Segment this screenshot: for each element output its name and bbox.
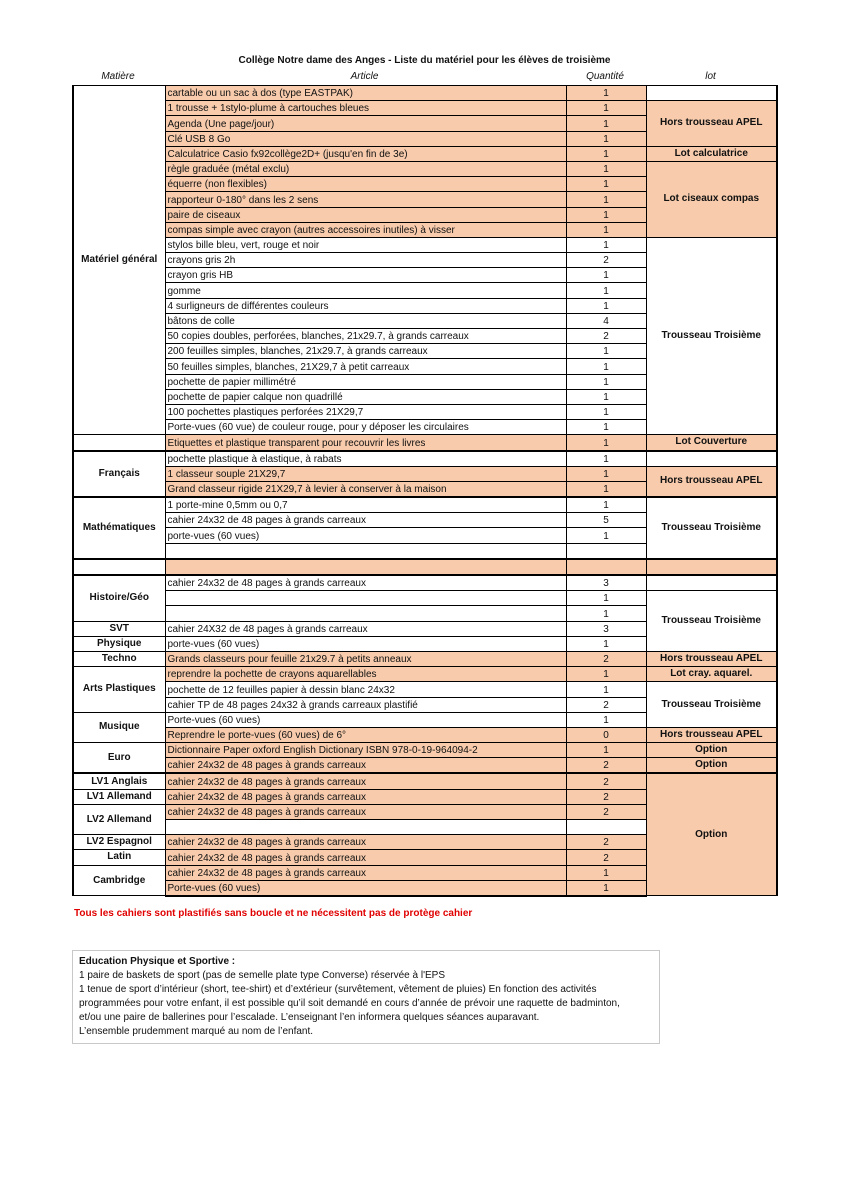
article-cell: stylos bille bleu, vert, rouge et noir — [165, 237, 566, 252]
table-row — [73, 682, 777, 697]
article-cell: cartable ou un sac à dos (type EASTPAK) — [165, 86, 566, 101]
lot-cell — [646, 575, 777, 591]
quantity-cell: 1 — [566, 880, 646, 896]
article-cell: 1 porte-mine 0,5mm ou 0,7 — [165, 497, 566, 513]
quantity-cell: 1 — [566, 865, 646, 880]
article-cell: règle graduée (métal exclu) — [165, 161, 566, 176]
subject-cell: Physique — [73, 636, 165, 651]
quantity-cell: 1 — [566, 86, 646, 101]
eps-line: 1 paire de baskets de sport (pas de semelle plate type Converse) réservée à l'EPS — [79, 970, 445, 981]
article-cell: 200 feuilles simples, blanches, 21x29.7, à grands carreaux — [165, 344, 566, 359]
quantity-cell: 1 — [566, 283, 646, 298]
table-row — [73, 591, 777, 606]
article-cell: 50 copies doubles, perforées, blanches, 21x29.7, à grands carreaux — [165, 329, 566, 344]
article-cell: Clé USB 8 Go — [165, 131, 566, 146]
eps-line: programmées pour votre enfant, il est possible qu’il soit demandé en cours d’année de prévoir une raquette de badminton, — [79, 998, 620, 1009]
quantity-cell: 2 — [566, 253, 646, 268]
quantity-cell: 1 — [566, 497, 646, 513]
quantity-cell: 1 — [566, 222, 646, 237]
quantity-cell: 2 — [566, 758, 646, 774]
eps-title: Education Physique et Sportive : — [79, 956, 236, 967]
lot-cell: Trousseau Troisième — [646, 237, 777, 434]
quantity-cell: 1 — [566, 146, 646, 161]
quantity-cell: 1 — [566, 528, 646, 543]
lot-cell: Hors trousseau APEL — [646, 651, 777, 666]
lot-cell — [646, 559, 777, 575]
subject-cell: LV2 Espagnol — [73, 835, 165, 850]
quantity-cell: 1 — [566, 743, 646, 758]
quantity-cell: 0 — [566, 727, 646, 742]
lot-cell: Lot calculatrice — [646, 146, 777, 161]
subject-cell: LV1 Allemand — [73, 789, 165, 804]
quantity-cell: 5 — [566, 513, 646, 528]
subject-cell: Techno — [73, 651, 165, 666]
article-cell: cahier 24x32 de 48 pages à grands carreaux — [165, 789, 566, 804]
plastification-note: Tous les cahiers sont plastifiés sans boucle et ne nécessitent pas de protège cahier — [74, 908, 473, 919]
subject-cell: LV2 Allemand — [73, 804, 165, 834]
quantity-cell: 1 — [566, 636, 646, 651]
article-cell — [165, 820, 566, 835]
table-row — [73, 237, 777, 252]
header-lot: lot — [705, 71, 716, 82]
article-cell: gomme — [165, 283, 566, 298]
article-cell: pochette de 12 feuilles papier à dessin blanc 24x32 — [165, 682, 566, 697]
article-cell: crayon gris HB — [165, 268, 566, 283]
article-cell: 4 surligneurs de différentes couleurs — [165, 298, 566, 313]
article-cell — [165, 543, 566, 559]
quantity-cell — [566, 820, 646, 835]
table-row — [73, 435, 777, 451]
table-row — [73, 86, 777, 101]
article-cell: paire de ciseaux — [165, 207, 566, 222]
quantity-cell: 1 — [566, 389, 646, 404]
lot-cell — [646, 86, 777, 101]
article-cell: Grands classeurs pour feuille 21x29.7 à petits anneaux — [165, 651, 566, 666]
eps-line: et/ou une paire de ballerines pour l’escalade. L’enseignant l’en informera quelques séances auparavant. — [79, 1012, 540, 1023]
subject-cell: SVT — [73, 621, 165, 636]
article-cell: Calculatrice Casio fx92collège2D+ (jusqu'en fin de 3e) — [165, 146, 566, 161]
article-cell: 100 pochettes plastiques perforées 21X29,7 — [165, 404, 566, 419]
lot-cell: Option — [646, 773, 777, 896]
table-row — [73, 101, 777, 116]
subject-cell: Mathématiques — [73, 497, 165, 559]
quantity-cell: 2 — [566, 804, 646, 819]
table-row — [73, 161, 777, 176]
article-cell: cahier 24X32 de 48 pages à grands carreaux — [165, 621, 566, 636]
quantity-cell: 1 — [566, 591, 646, 606]
quantity-cell: 1 — [566, 481, 646, 497]
article-cell: cahier 24x32 de 48 pages à grands carreaux — [165, 804, 566, 819]
quantity-cell: 1 — [566, 667, 646, 682]
table-row — [73, 575, 777, 591]
subject-cell: Arts Plastiques — [73, 667, 165, 713]
article-cell: reprendre la pochette de crayons aquarellables — [165, 667, 566, 682]
table-row — [73, 559, 777, 575]
article-cell — [165, 591, 566, 606]
quantity-cell: 1 — [566, 606, 646, 621]
article-cell: cahier 24x32 de 48 pages à grands carreaux — [165, 865, 566, 880]
article-cell: Agenda (Une page/jour) — [165, 116, 566, 131]
article-cell: cahier 24x32 de 48 pages à grands carreaux — [165, 513, 566, 528]
eps-line: L’ensemble prudemment marqué au nom de l’enfant. — [79, 1026, 314, 1037]
quantity-cell: 1 — [566, 451, 646, 467]
quantity-cell: 1 — [566, 207, 646, 222]
eps-box — [72, 950, 660, 1044]
quantity-cell: 2 — [566, 789, 646, 804]
article-cell — [165, 559, 566, 575]
subject-cell: Musique — [73, 712, 165, 742]
lot-cell: Trousseau Troisième — [646, 591, 777, 652]
article-cell: Porte-vues (60 vues) — [165, 712, 566, 727]
article-cell: cahier 24x32 de 48 pages à grands carreaux — [165, 575, 566, 591]
subject-cell: Cambridge — [73, 865, 165, 896]
subject-cell: Euro — [73, 743, 165, 774]
quantity-cell: 1 — [566, 435, 646, 451]
lot-cell: Hors trousseau APEL — [646, 101, 777, 147]
subject-cell: Matériel général — [73, 86, 165, 435]
article-cell: 1 trousse + 1stylo-plume à cartouches bleues — [165, 101, 566, 116]
quantity-cell: 2 — [566, 773, 646, 789]
lot-cell: Hors trousseau APEL — [646, 466, 777, 497]
article-cell: cahier TP de 48 pages 24x32 à grands carreaux plastifié — [165, 697, 566, 712]
quantity-cell: 1 — [566, 131, 646, 146]
quantity-cell — [566, 559, 646, 575]
quantity-cell: 1 — [566, 116, 646, 131]
table-row — [73, 651, 777, 666]
quantity-cell: 3 — [566, 621, 646, 636]
quantity-cell: 1 — [566, 712, 646, 727]
quantity-cell: 1 — [566, 404, 646, 419]
table-row — [73, 451, 777, 467]
subject-cell: Français — [73, 451, 165, 498]
materials-table — [72, 85, 778, 897]
quantity-cell: 1 — [566, 420, 646, 435]
quantity-cell: 1 — [566, 298, 646, 313]
article-cell: pochette de papier millimétré — [165, 374, 566, 389]
subject-cell — [73, 435, 165, 451]
article-cell: bâtons de colle — [165, 313, 566, 328]
article-cell: porte-vues (60 vues) — [165, 528, 566, 543]
quantity-cell: 3 — [566, 575, 646, 591]
header-matiere: Matière — [101, 71, 135, 82]
quantity-cell — [566, 543, 646, 559]
article-cell: Porte-vues (60 vue) de couleur rouge, pour y déposer les circulaires — [165, 420, 566, 435]
quantity-cell: 1 — [566, 101, 646, 116]
article-cell: équerre (non flexibles) — [165, 177, 566, 192]
quantity-cell: 1 — [566, 374, 646, 389]
lot-cell: Lot ciseaux compas — [646, 161, 777, 237]
lot-cell: Option — [646, 758, 777, 774]
article-cell: cahier 24x32 de 48 pages à grands carreaux — [165, 835, 566, 850]
eps-line: 1 tenue de sport d’intérieur (short, tee-shirt) et d’extérieur (survêtement, vêtement de pluies) En fonction des activités — [79, 984, 597, 995]
table-row — [73, 667, 777, 682]
table-row — [73, 758, 777, 774]
article-cell: 50 feuilles simples, blanches, 21X29,7 à petit carreaux — [165, 359, 566, 374]
table-row — [73, 466, 777, 481]
article-cell: compas simple avec crayon (autres accessoires inutiles) à visser — [165, 222, 566, 237]
quantity-cell: 2 — [566, 329, 646, 344]
table-row — [73, 727, 777, 742]
lot-cell: Trousseau Troisième — [646, 497, 777, 559]
quantity-cell: 2 — [566, 850, 646, 865]
subject-cell — [73, 559, 165, 575]
header-article: Article — [350, 71, 379, 82]
quantity-cell: 1 — [566, 344, 646, 359]
quantity-cell: 4 — [566, 313, 646, 328]
table-row — [73, 743, 777, 758]
article-cell: crayons gris 2h — [165, 253, 566, 268]
lot-cell: Lot Couverture — [646, 435, 777, 451]
article-cell: Grand classeur rigide 21X29,7 à levier à conserver à la maison — [165, 481, 566, 497]
article-cell: Porte-vues (60 vues) — [165, 880, 566, 896]
quantity-cell: 2 — [566, 835, 646, 850]
article-cell: 1 classeur souple 21X29,7 — [165, 466, 566, 481]
article-cell: rapporteur 0-180° dans les 2 sens — [165, 192, 566, 207]
lot-cell: Trousseau Troisième — [646, 682, 777, 728]
article-cell: porte-vues (60 vues) — [165, 636, 566, 651]
quantity-cell: 1 — [566, 237, 646, 252]
table-row — [73, 146, 777, 161]
article-cell: cahier 24x32 de 48 pages à grands carreaux — [165, 758, 566, 774]
quantity-cell: 1 — [566, 177, 646, 192]
table-row — [73, 497, 777, 513]
header-quantite: Quantité — [586, 71, 624, 82]
quantity-cell: 2 — [566, 697, 646, 712]
quantity-cell: 1 — [566, 359, 646, 374]
article-cell: Etiquettes et plastique transparent pour recouvrir les livres — [165, 435, 566, 451]
subject-cell: Histoire/Géo — [73, 575, 165, 621]
article-cell: cahier 24x32 de 48 pages à grands carreaux — [165, 773, 566, 789]
article-cell: pochette plastique à elastique, à rabats — [165, 451, 566, 467]
quantity-cell: 1 — [566, 466, 646, 481]
lot-cell: Hors trousseau APEL — [646, 727, 777, 742]
table-row — [73, 773, 777, 789]
lot-cell: Option — [646, 743, 777, 758]
quantity-cell: 1 — [566, 682, 646, 697]
article-cell: cahier 24x32 de 48 pages à grands carreaux — [165, 850, 566, 865]
quantity-cell: 1 — [566, 268, 646, 283]
article-cell: Dictionnaire Paper oxford English Dictionary ISBN 978-0-19-964094-2 — [165, 743, 566, 758]
quantity-cell: 2 — [566, 651, 646, 666]
lot-cell: Lot cray. aquarel. — [646, 667, 777, 682]
quantity-cell: 1 — [566, 161, 646, 176]
page-title: Collège Notre dame des Anges - Liste du matériel pour les élèves de troisième — [238, 55, 611, 66]
lot-cell — [646, 451, 777, 467]
article-cell: Reprendre le porte-vues (60 vues) de 6° — [165, 727, 566, 742]
quantity-cell: 1 — [566, 192, 646, 207]
article-cell — [165, 606, 566, 621]
article-cell: pochette de papier calque non quadrillé — [165, 389, 566, 404]
subject-cell: LV1 Anglais — [73, 773, 165, 789]
subject-cell: Latin — [73, 850, 165, 865]
